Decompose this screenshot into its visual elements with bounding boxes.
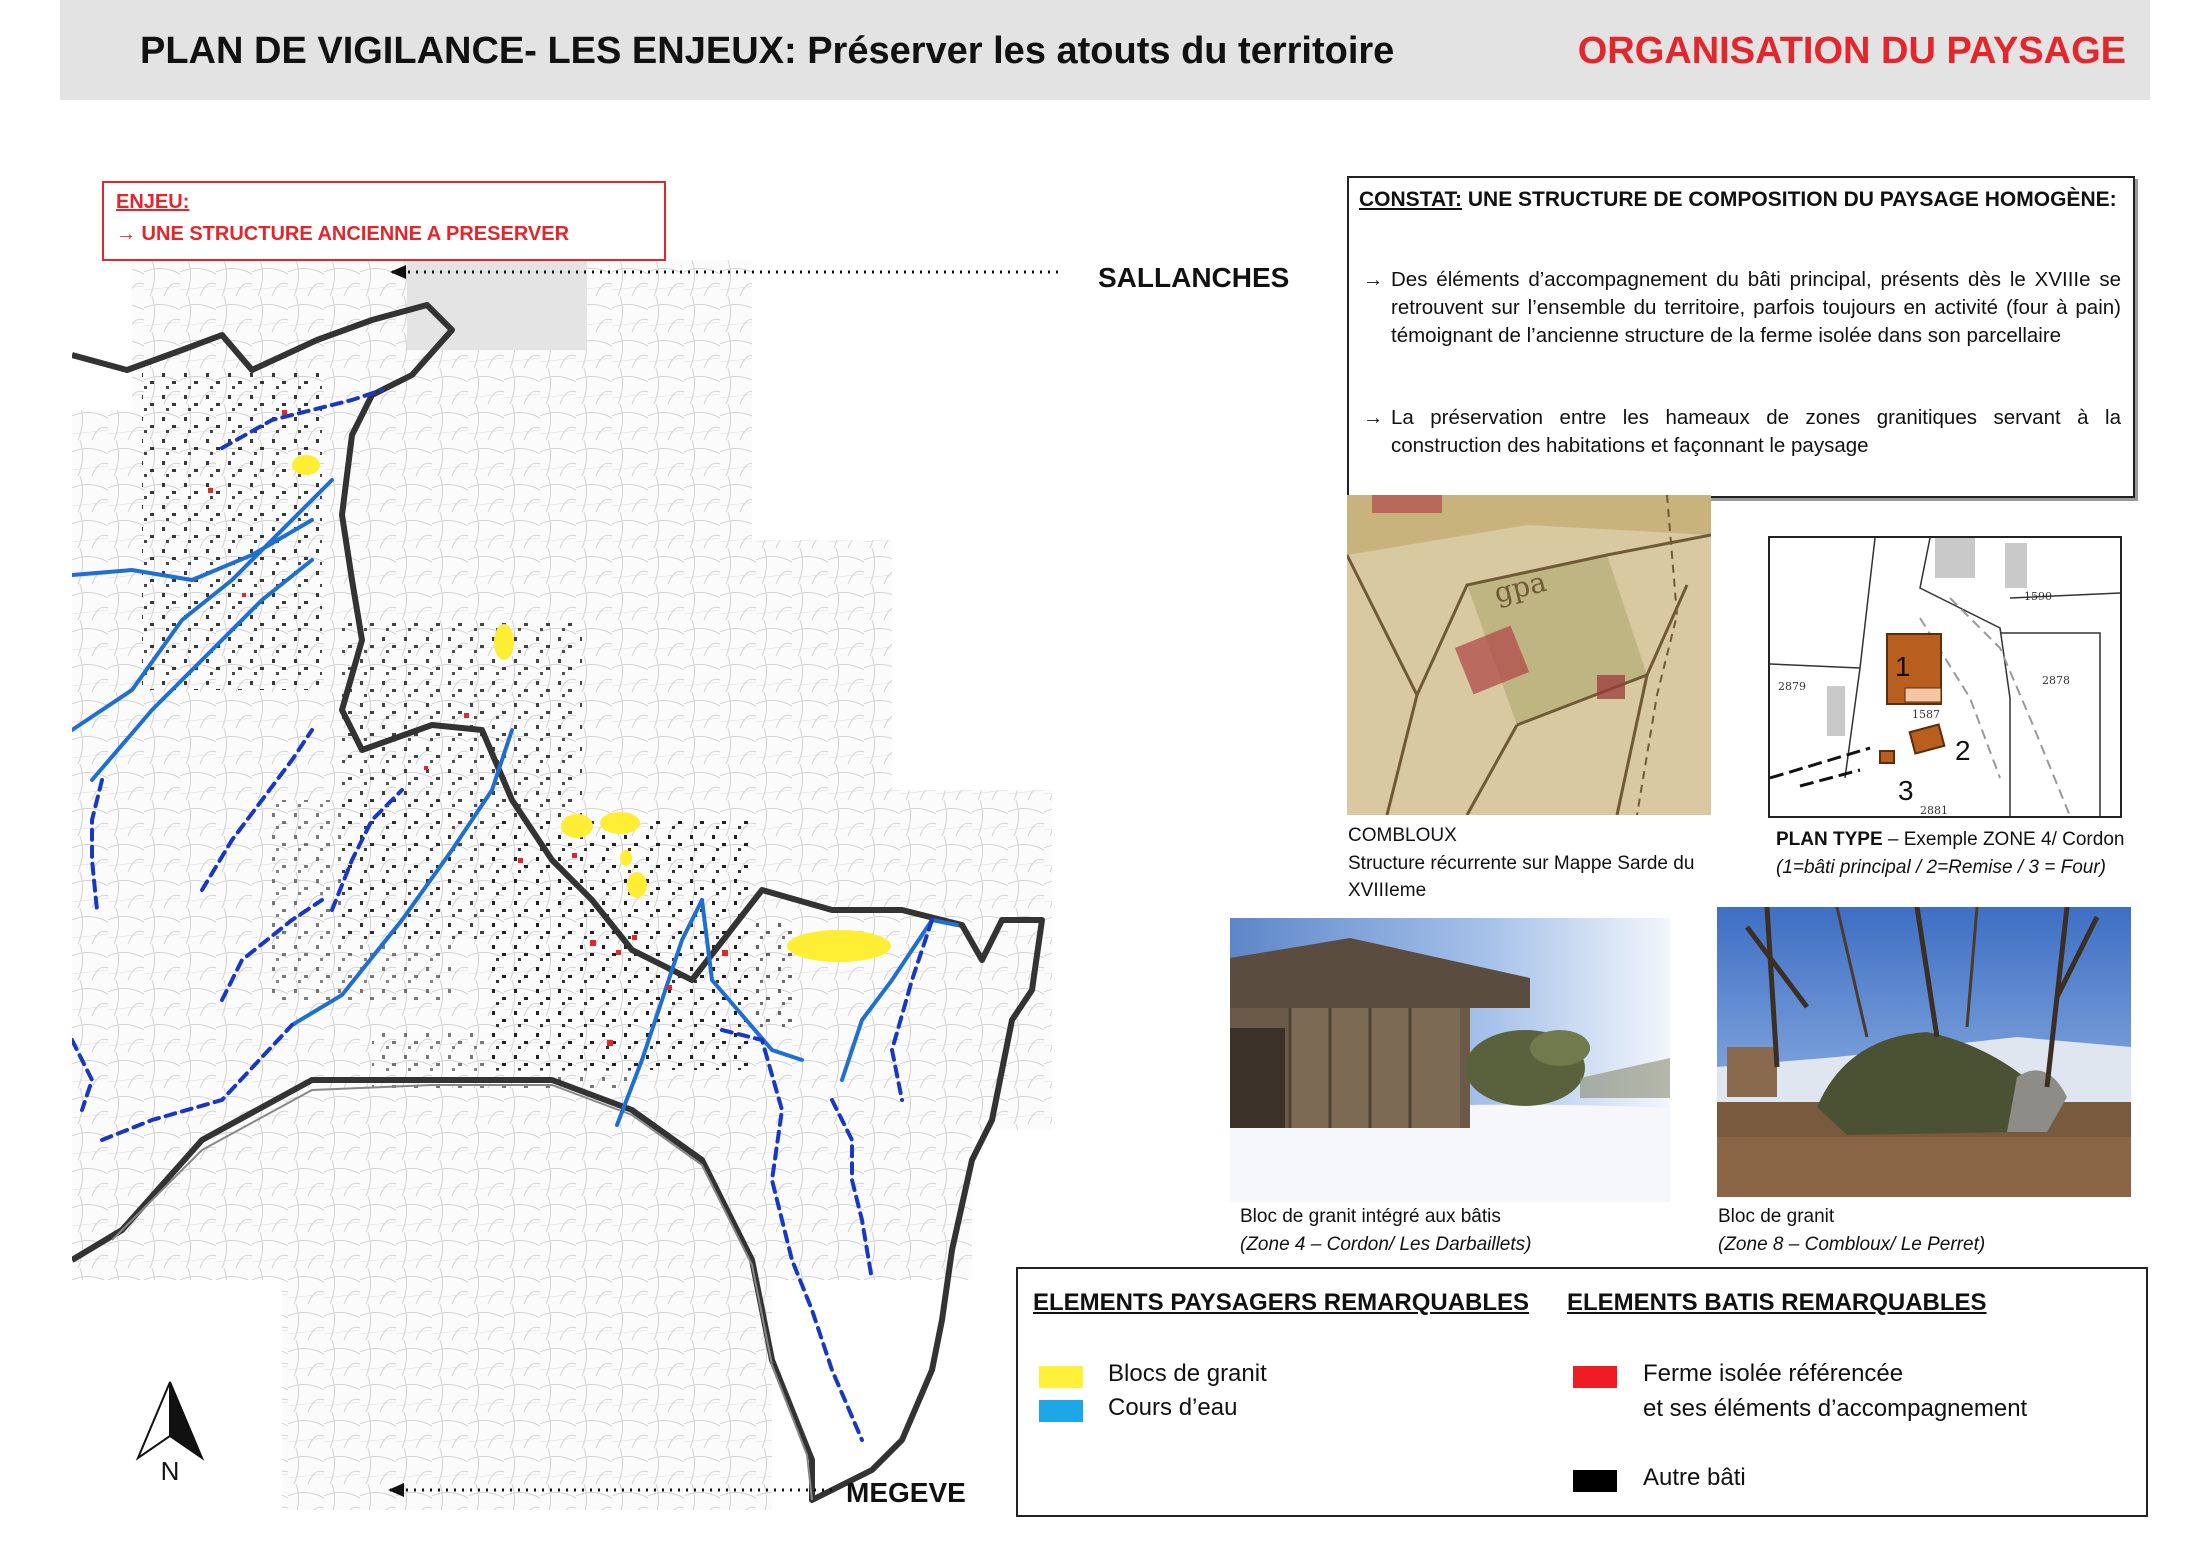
photo-granite-with-building [1230,918,1670,1202]
photo2-caption-location: (Zone 8 – Combloux/ Le Perret) [1718,1233,1986,1255]
place-label-sallanches: SALLANCHES [1098,262,1290,293]
photo1-caption-title: Bloc de granit intégré aux bâtis [1240,1206,1501,1227]
plan-caption-bold: PLAN TYPE [1776,829,1883,850]
cadastre-caption-line: XVIIIeme [1348,880,1427,902]
photo1-caption [1240,1203,1531,1258]
legend-item-farm-line: et ses éléments d’accompagnement [1643,1394,2028,1422]
legend-item-farm [1643,1357,2027,1427]
constat-title-text: UNE STRUCTURE DE COMPOSITION DU PAYSAGE HOMOGÈNE: [1462,188,2117,211]
place-label-megeve: MEGEVE [846,1477,966,1508]
legend-heading-built: ELEMENTS BATIS REMARQUABLES [1567,1289,1987,1316]
territory-map [72,260,1062,1520]
built-swatch [1573,1470,1617,1492]
parcel-number: 1590 [2024,590,2052,603]
photo2-caption [1718,1203,1985,1258]
constat-box [1347,176,2135,498]
plan-type-caption [1776,826,2124,881]
photo-granite-block [1717,907,2131,1197]
legend-item-water: Cours d’eau [1108,1394,1238,1421]
constat-item [1363,266,2121,350]
photo1-caption-location: (Zone 4 – Cordon/ Les Darbaillets) [1240,1233,1532,1255]
photo2-caption-title: Bloc de granit [1718,1206,1835,1227]
enjeu-box [102,181,666,261]
parcel-number: 2879 [1778,680,1806,693]
page-topic: ORGANISATION DU PAYSAGE [1577,30,2126,72]
cadastre-map-image [1347,495,1711,815]
constat-item-text: Des éléments d’accompagnement du bâti principal, présents dès le XVIIIe se retrouvent sur l’ensemble du territoire, parfois toujours en activité (four à pain) témoignant de l’ancienne structure de la ferme isolée dans son parcellaire [1391,268,2121,347]
constat-title [1359,186,2121,213]
plan-caption-text: – Exemple ZONE 4/ Cordon [1882,829,2125,850]
plan-label-3: 3 [1898,775,1914,806]
north-arrow-icon [130,1378,210,1484]
svg-text:gpa: gpa [1490,565,1550,610]
arrow-icon: → [1363,268,1384,291]
plan-caption-legend: (1=bâti principal / 2=Remise / 3 = Four) [1776,856,2107,878]
north-label: N [160,1456,180,1484]
cadastre-caption [1348,822,1694,905]
farm-swatch [1573,1366,1617,1388]
page-title: PLAN DE VIGILANCE- LES ENJEUX: Préserver les atouts du territoire [140,30,1395,72]
constat-title-label: CONSTAT: [1359,188,1463,211]
constat-item [1363,404,2121,460]
map-legend [1016,1267,2148,1517]
enjeu-text: → UNE STRUCTURE ANCIENNE A PRESERVER [116,223,570,245]
plan-label-1: 1 [1895,651,1911,682]
legend-item-farm-line: Ferme isolée référencée [1643,1360,1904,1387]
plan-type-diagram [1768,536,2122,818]
water-swatch [1039,1400,1083,1422]
granite-swatch [1039,1366,1083,1388]
legend-heading-landscape: ELEMENTS PAYSAGERS REMARQUABLES [1033,1289,1530,1316]
constat-item-text: La préservation entre les hameaux de zones granitiques servant à la construction des habitations et façonnant le paysage [1391,406,2121,457]
cadastre-caption-line: Structure récurrente sur Mappe Sarde du [1348,852,1695,874]
arrow-icon: → [1363,406,1384,429]
parcel-number: 1587 [1912,708,1940,721]
enjeu-label: ENJEU: [116,191,190,213]
plan-label-2: 2 [1955,735,1971,766]
parcel-number: 2878 [2042,674,2070,687]
cadastre-caption-line: COMBLOUX [1348,825,1457,846]
legend-item-granite: Blocs de granit [1108,1360,1267,1387]
parcel-number: 2881 [1920,804,1948,817]
legend-item-built: Autre bâti [1643,1464,1746,1491]
